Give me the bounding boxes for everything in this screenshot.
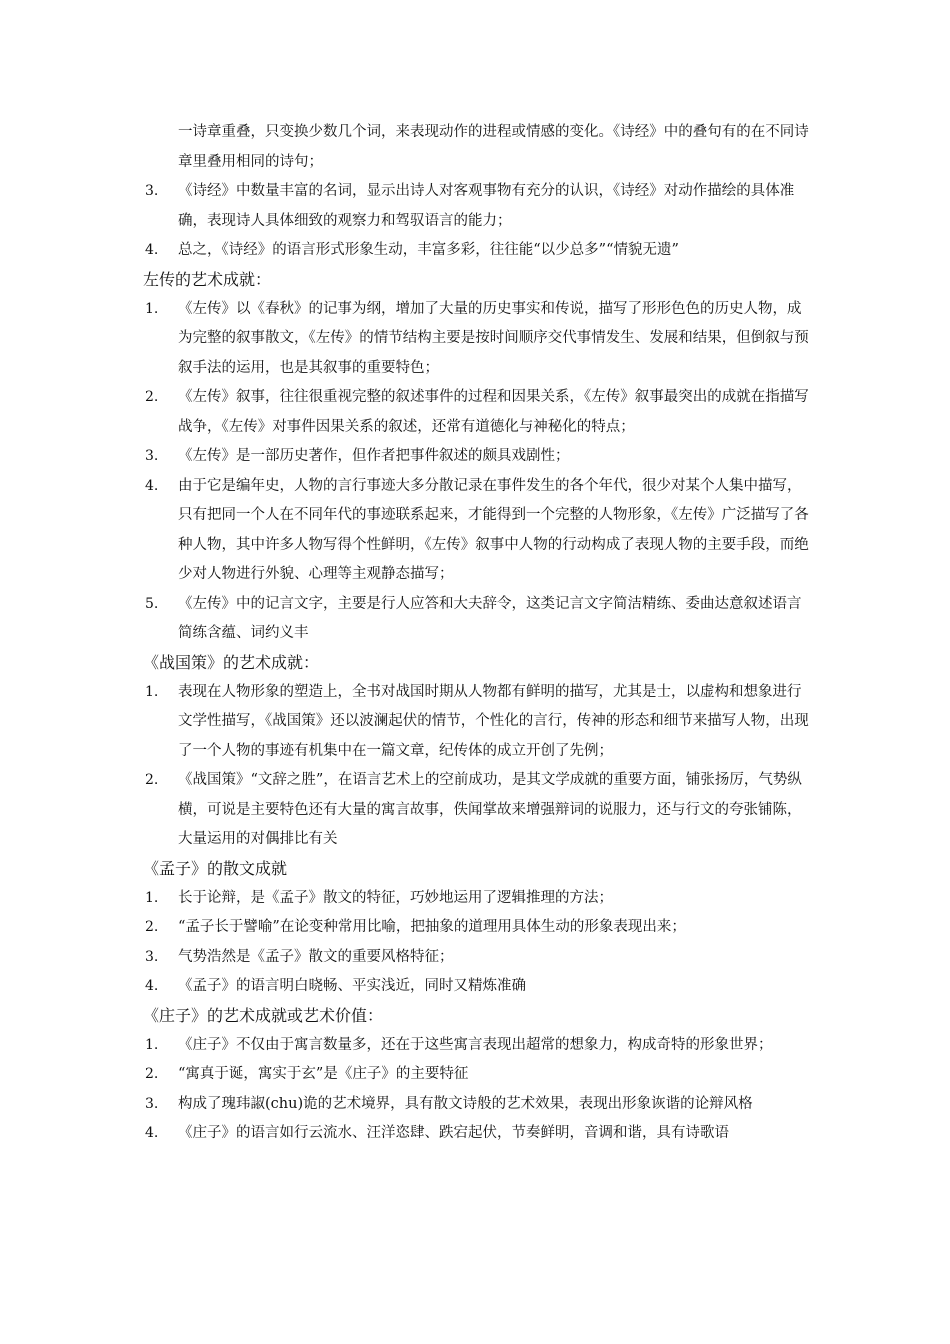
item-text: 总之，《诗经》的语言形式形象生动，丰富多彩，往往能“以少总多”“情貌无遗”: [178, 242, 679, 258]
item-text: 《孟子》的语言明白晓畅、平实浅近，同时又精炼准确: [178, 978, 526, 994]
list-item: [145, 177, 810, 236]
item-number: 2.: [145, 389, 159, 405]
item-text: 《左传》是一部历史著作，但作者把事件叙述的颇具戏剧性；: [178, 448, 570, 464]
item-number: 5.: [145, 595, 159, 612]
item-number: 4.: [145, 242, 159, 258]
item-text: 《战国策》“文辞之胜”，在语言艺术上的空前成功，是其文学成就的重要方面，铺张扬厉，气势纵横，可说是主要特色还有大量的寓言故事，佚闻掌故来增强辩词的说服力，还与行文的夸张铺陈，大量运用的对偶排比有关: [178, 772, 802, 847]
item-text: 长于论辩，是《孟子》散文的特征，巧妙地运用了逻辑推理的方法；: [178, 889, 613, 906]
item-text: 《左传》以《春秋》的记事为纲，增加了大量的历史事实和传说，描写了形形色色的历史人物，成为完整的叙事散文，《左传》的情节结构主要是按时间顺序交代事情发生、发展和结果，但倒叙与预叙手法的运用，也是其叙事的重要特色；: [178, 300, 809, 376]
item-number: 4.: [145, 1125, 159, 1141]
item-text: 《左传》叙事，往往很重视完整的叙述事件的过程和因果关系，《左传》叙事最突出的成就在指描写战争，《左传》对事件因果关系的叙述，还常有道德化与神秘化的特点；: [178, 389, 809, 435]
item-number: 2.: [145, 1066, 159, 1082]
mengzi-list: [145, 884, 810, 1002]
shijing-list: [145, 177, 810, 266]
list-item: [145, 1090, 810, 1120]
zhuangzi-list: [145, 1031, 810, 1149]
section-heading-mengzi: 《孟子》的散文成就: [143, 858, 288, 878]
item-text: 由于它是编年史，人物的言行事迹大多分散记录在事件发生的各个年代，很少对某个人集中描写，只有把同一个人在不同年代的事迹联系起来，才能得到一个完整的人物形象，《左传》广泛描写了各种人物，其中许多人物写得个性鲜明，《左传》叙事中人物的行动构成了表现人物的主要手段，而绝少对人物进行外貌、心理等主观静态描写；: [178, 477, 809, 582]
item-text: 气势浩然是《孟子》散文的重要风格特征；: [178, 948, 454, 965]
list-item: [145, 442, 810, 472]
item-text: 构成了瑰玮諔(chu)诡的艺术境界，具有散文诗般的艺术效果，表现出形象诙谐的论辩风格: [178, 1095, 753, 1112]
item-number: 1.: [145, 683, 159, 700]
section-heading-zhuangzi: 《庄子》的艺术成就或艺术价值：: [143, 1005, 384, 1025]
list-item: [145, 766, 810, 855]
list-item: [145, 472, 810, 590]
item-number: 3.: [145, 448, 159, 464]
list-item: [145, 1119, 810, 1149]
item-number: 1.: [145, 300, 159, 317]
page-content: [145, 118, 810, 1149]
item-number: 1.: [145, 1036, 159, 1053]
list-item: [145, 590, 810, 649]
zhanguoce-list: [145, 678, 810, 855]
item-number: 1.: [145, 889, 159, 906]
item-text: 《左传》中的记言文字，主要是行人应答和大夫辞令，这类记言文字简洁精练、委曲达意叙述语言简练含蕴、词约义丰: [178, 595, 802, 641]
item-text: 《庄子》不仅由于寓言数量多，还在于这些寓言表现出超常的想象力，构成奇特的形象世界；: [178, 1036, 773, 1053]
continuation-text: 一诗章重叠，只变换少数几个词，来表现动作的进程或情感的变化。《诗经》中的叠句有的在不同诗章里叠用相同的诗句；: [178, 124, 809, 170]
item-text: “寓真于诞，寓实于玄”是《庄子》的主要特征: [178, 1066, 469, 1082]
item-number: 2.: [145, 772, 159, 788]
zuozhuan-list: [145, 295, 810, 649]
list-item: [145, 943, 810, 973]
list-item: [145, 383, 810, 442]
item-number: 3.: [145, 1095, 159, 1112]
list-item: [145, 913, 810, 943]
item-text: “孟子长于譬喻”在论变种常用比喻，把抽象的道理用具体生动的形象表现出来；: [178, 919, 686, 935]
list-item: [145, 1060, 810, 1090]
list-item: [145, 1031, 810, 1061]
list-item: [145, 884, 810, 914]
item-number: 4.: [145, 477, 159, 494]
item-number: 2.: [145, 919, 159, 935]
item-number: 3.: [145, 948, 159, 965]
list-item: [145, 295, 810, 384]
list-item: [145, 972, 810, 1002]
item-text: 表现在人物形象的塑造上，全书对战国时期从人物都有鲜明的描写，尤其是士，以虚构和想象进行文学性描写，《战国策》还以波澜起伏的情节，个性化的言行，传神的形态和细节来描写人物，出现了一个人物的事迹有机集中在一篇文章，纪传体的成立开创了先例；: [178, 683, 809, 759]
item-number: 4.: [145, 978, 159, 994]
list-item: [145, 236, 810, 266]
list-item: [145, 678, 810, 767]
item-text: 《诗经》中数量丰富的名词，显示出诗人对客观事物有充分的认识，《诗经》对动作描绘的具体准确，表现诗人具体细致的观察力和驾驭语言的能力；: [178, 183, 795, 229]
continuation-paragraph: [145, 118, 810, 177]
section-heading-zhanguoce: 《战国策》的艺术成就：: [143, 652, 320, 672]
item-text: 《庄子》的语言如行云流水、汪洋恣肆、跌宕起伏，节奏鲜明，音调和谐，具有诗歌语: [178, 1125, 729, 1141]
section-heading-zuozhuan: 左传的艺术成就：: [143, 269, 272, 289]
item-number: 3.: [145, 183, 159, 199]
